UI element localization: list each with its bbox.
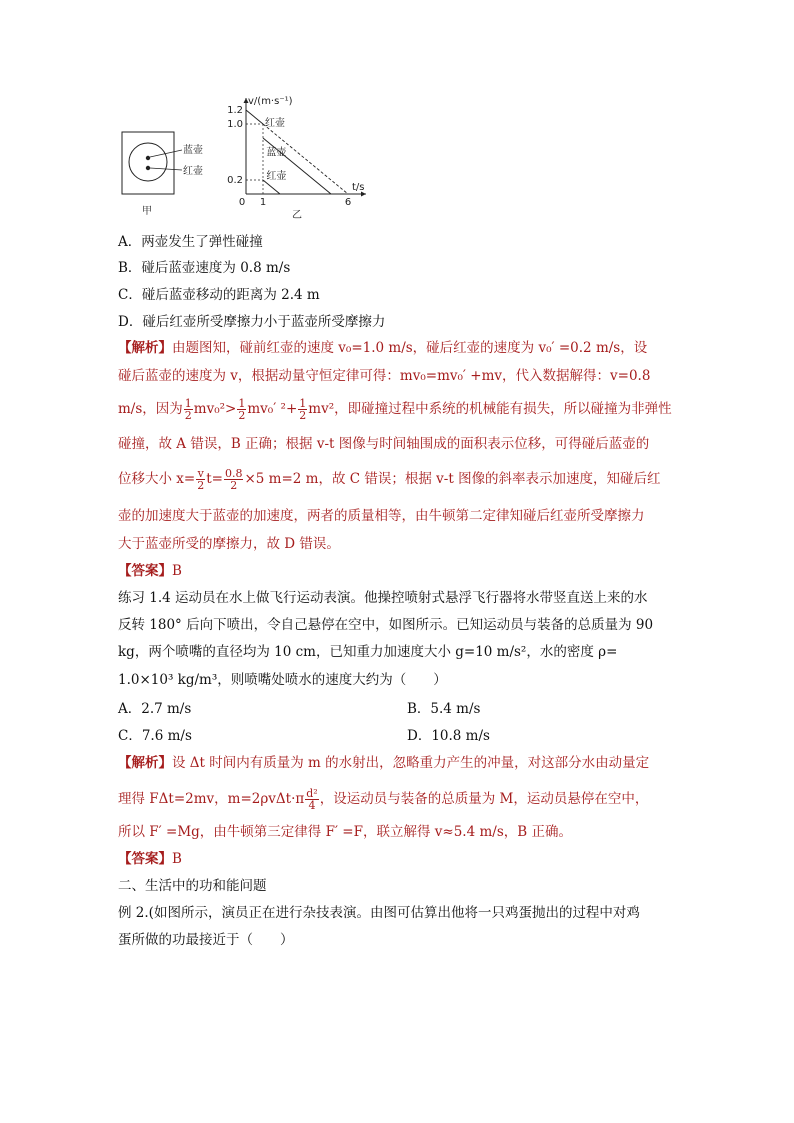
series-label-blue: 蓝壶 [266, 147, 287, 159]
q1-analysis-line-3 [118, 398, 672, 421]
fraction [305, 788, 318, 811]
answer-tag: 【答案】 [118, 851, 172, 867]
fraction-num: 1 [184, 397, 192, 410]
fraction [237, 398, 246, 421]
label-blue-stone: 蓝壶 [183, 145, 203, 156]
example-2-line-2: 蛋所做的功最接近于（ ） [118, 932, 294, 948]
text-segment: t= [206, 471, 223, 487]
text-segment: 理得 FΔt=2mv，m=2ρvΔt·π [118, 791, 305, 807]
text-segment: mv₀′ ²+ [247, 401, 298, 417]
q2-stem-line-1: 练习 1.4 运动员在水上做飞行运动表演。他操控喷射式悬浮飞行器将水带竖直送上来的水 [118, 590, 648, 606]
fraction-num: d² [306, 787, 318, 800]
analysis-text: 由题图知，碰前红壶的速度 v₀=1.0 m/s，碰后红壶的速度为 v₀′ =0.2 m/s，设 [172, 340, 648, 356]
text-segment: ×5 m=2 m，故 C 错误；根据 v-t 图像的斜率表示加速度，知碰后红 [244, 471, 661, 487]
label-red-stone: 红壶 [183, 166, 203, 177]
fraction-num: 1 [238, 397, 246, 410]
house-circle [129, 143, 167, 181]
rink-frame [122, 132, 174, 194]
example-2-line-1: 例 2.(如图所示，演员正在进行杂技表演。由图可估算出他将一只鸡蛋抛出的过程中对鸡 [118, 905, 640, 921]
y-tick-label: 1.0 [227, 119, 243, 130]
text-segment: mv₀²> [193, 401, 237, 417]
answer-value: B [172, 851, 182, 867]
q1-analysis-line-7: 大于蓝壶所受的摩擦力，故 D 错误。 [118, 536, 340, 552]
fraction [298, 398, 307, 421]
blue-stone-line [263, 138, 331, 194]
q1-analysis-line-6: 壶的加速度大于蓝壶的加速度，两者的质量相等，由牛顿第二定律知碰后红壶所受摩擦力 [118, 508, 645, 524]
q2-stem-line-3: kg，两个喷嘴的直径均为 10 cm，已知重力加速度大小 g=10 m/s²，水的密度 ρ= [118, 644, 618, 660]
text-segment: m/s，因为 [118, 401, 183, 417]
fraction-num: 0.8 [224, 467, 243, 480]
x-tick-label: 6 [344, 197, 352, 208]
red-stone-line-after [263, 180, 280, 194]
q2-answer [118, 849, 182, 869]
q2-stem-line-4: 1.0×10³ kg/m³，则喷嘴处喷水的速度大约为（ ） [118, 672, 447, 688]
text-segment: mv²，即碰撞过程中系统的机械能有损失，所以碰撞为非弹性 [308, 401, 672, 417]
series-label-red-top: 红壶 [265, 118, 285, 129]
q1-option-c: C．碰后蓝壶移动的距离为 2.4 m [118, 287, 320, 303]
fraction-den: 4 [308, 799, 316, 812]
analysis-text: 设 Δt 时间内有质量为 m 的水射出，忽略重力产生的冲量，对这部分水由动量定 [172, 755, 650, 771]
fraction-den: 2 [238, 409, 246, 422]
caption-jia: 甲 [142, 206, 152, 217]
q2-analysis-line-3: 所以 F′ =Mg，由牛顿第三定律得 F′ =F，联立解得 v≈5.4 m/s，B 正确。 [118, 824, 572, 840]
q1-option-d: D．碰后红壶所受摩擦力小于蓝壶所受摩擦力 [118, 314, 386, 330]
text-segment: ，设运动员与装备的总质量为 M，运动员悬停在空中， [319, 791, 649, 807]
x-axis-label: t/s [352, 182, 365, 193]
fraction [196, 468, 205, 491]
blue-stone [146, 156, 150, 160]
red-stone-dashed-extension [263, 124, 348, 194]
answer-value: B [172, 563, 182, 579]
series-label-red-bottom: 红壶 [266, 171, 287, 182]
figure-yi-chart [222, 92, 365, 221]
fraction [224, 468, 244, 491]
q2-analysis-line-2 [118, 788, 648, 811]
analysis-tag: 【解析】 [118, 755, 172, 771]
figure-jia [118, 120, 218, 220]
q2-option-a: A．2.7 m/s [118, 701, 192, 717]
fraction-den: 2 [299, 409, 307, 422]
y-tick-label: 0.2 [227, 175, 243, 186]
q2-stem-line-2: 反转 180° 后向下喷出，令自己悬停在空中，如图所示。已知运动员与装备的总质量为 90 [118, 617, 654, 633]
q1-analysis-line-1 [118, 338, 647, 358]
fraction-num: 1 [299, 397, 307, 410]
x-tick-label: 0 [238, 197, 246, 208]
q2-option-c: C．7.6 m/s [118, 728, 192, 744]
fraction-num: v [197, 467, 204, 480]
red-stone-line-before [246, 110, 263, 124]
fraction [184, 398, 193, 421]
q2-option-d: D．10.8 m/s [407, 728, 490, 744]
fraction-den: 2 [184, 409, 192, 422]
q1-option-a: A．两壶发生了弹性碰撞 [118, 234, 263, 250]
answer-tag: 【答案】 [118, 563, 172, 579]
y-axis-label: v/(m·s⁻¹) [248, 96, 293, 107]
text-segment: 位移大小 x= [118, 471, 196, 487]
q1-option-b: B．碰后蓝壶速度为 0.8 m/s [118, 260, 291, 276]
x-tick-label: 1 [259, 197, 267, 208]
section-heading: 二、生活中的功和能问题 [118, 878, 267, 894]
y-tick-label: 1.2 [227, 105, 243, 116]
q2-option-b: B．5.4 m/s [407, 701, 481, 717]
q1-answer [118, 561, 182, 581]
caption-yi: 乙 [292, 210, 302, 221]
q2-analysis-line-1 [118, 753, 649, 773]
fraction-den: 2 [230, 479, 238, 492]
fraction-den: 2 [197, 479, 205, 492]
red-stone [146, 166, 150, 170]
q1-analysis-line-4: 碰撞，故 A 错误，B 正确；根据 v-t 图像与时间轴围成的面积表示位移，可得碰后蓝壶的 [118, 436, 650, 452]
analysis-tag: 【解析】 [118, 340, 172, 356]
q1-analysis-line-2: 碰后蓝壶的速度为 v，根据动量守恒定律可得：mv₀=mv₀′ +mv，代入数据解得：v=0.8 [118, 368, 651, 384]
q1-analysis-line-5 [118, 468, 661, 491]
